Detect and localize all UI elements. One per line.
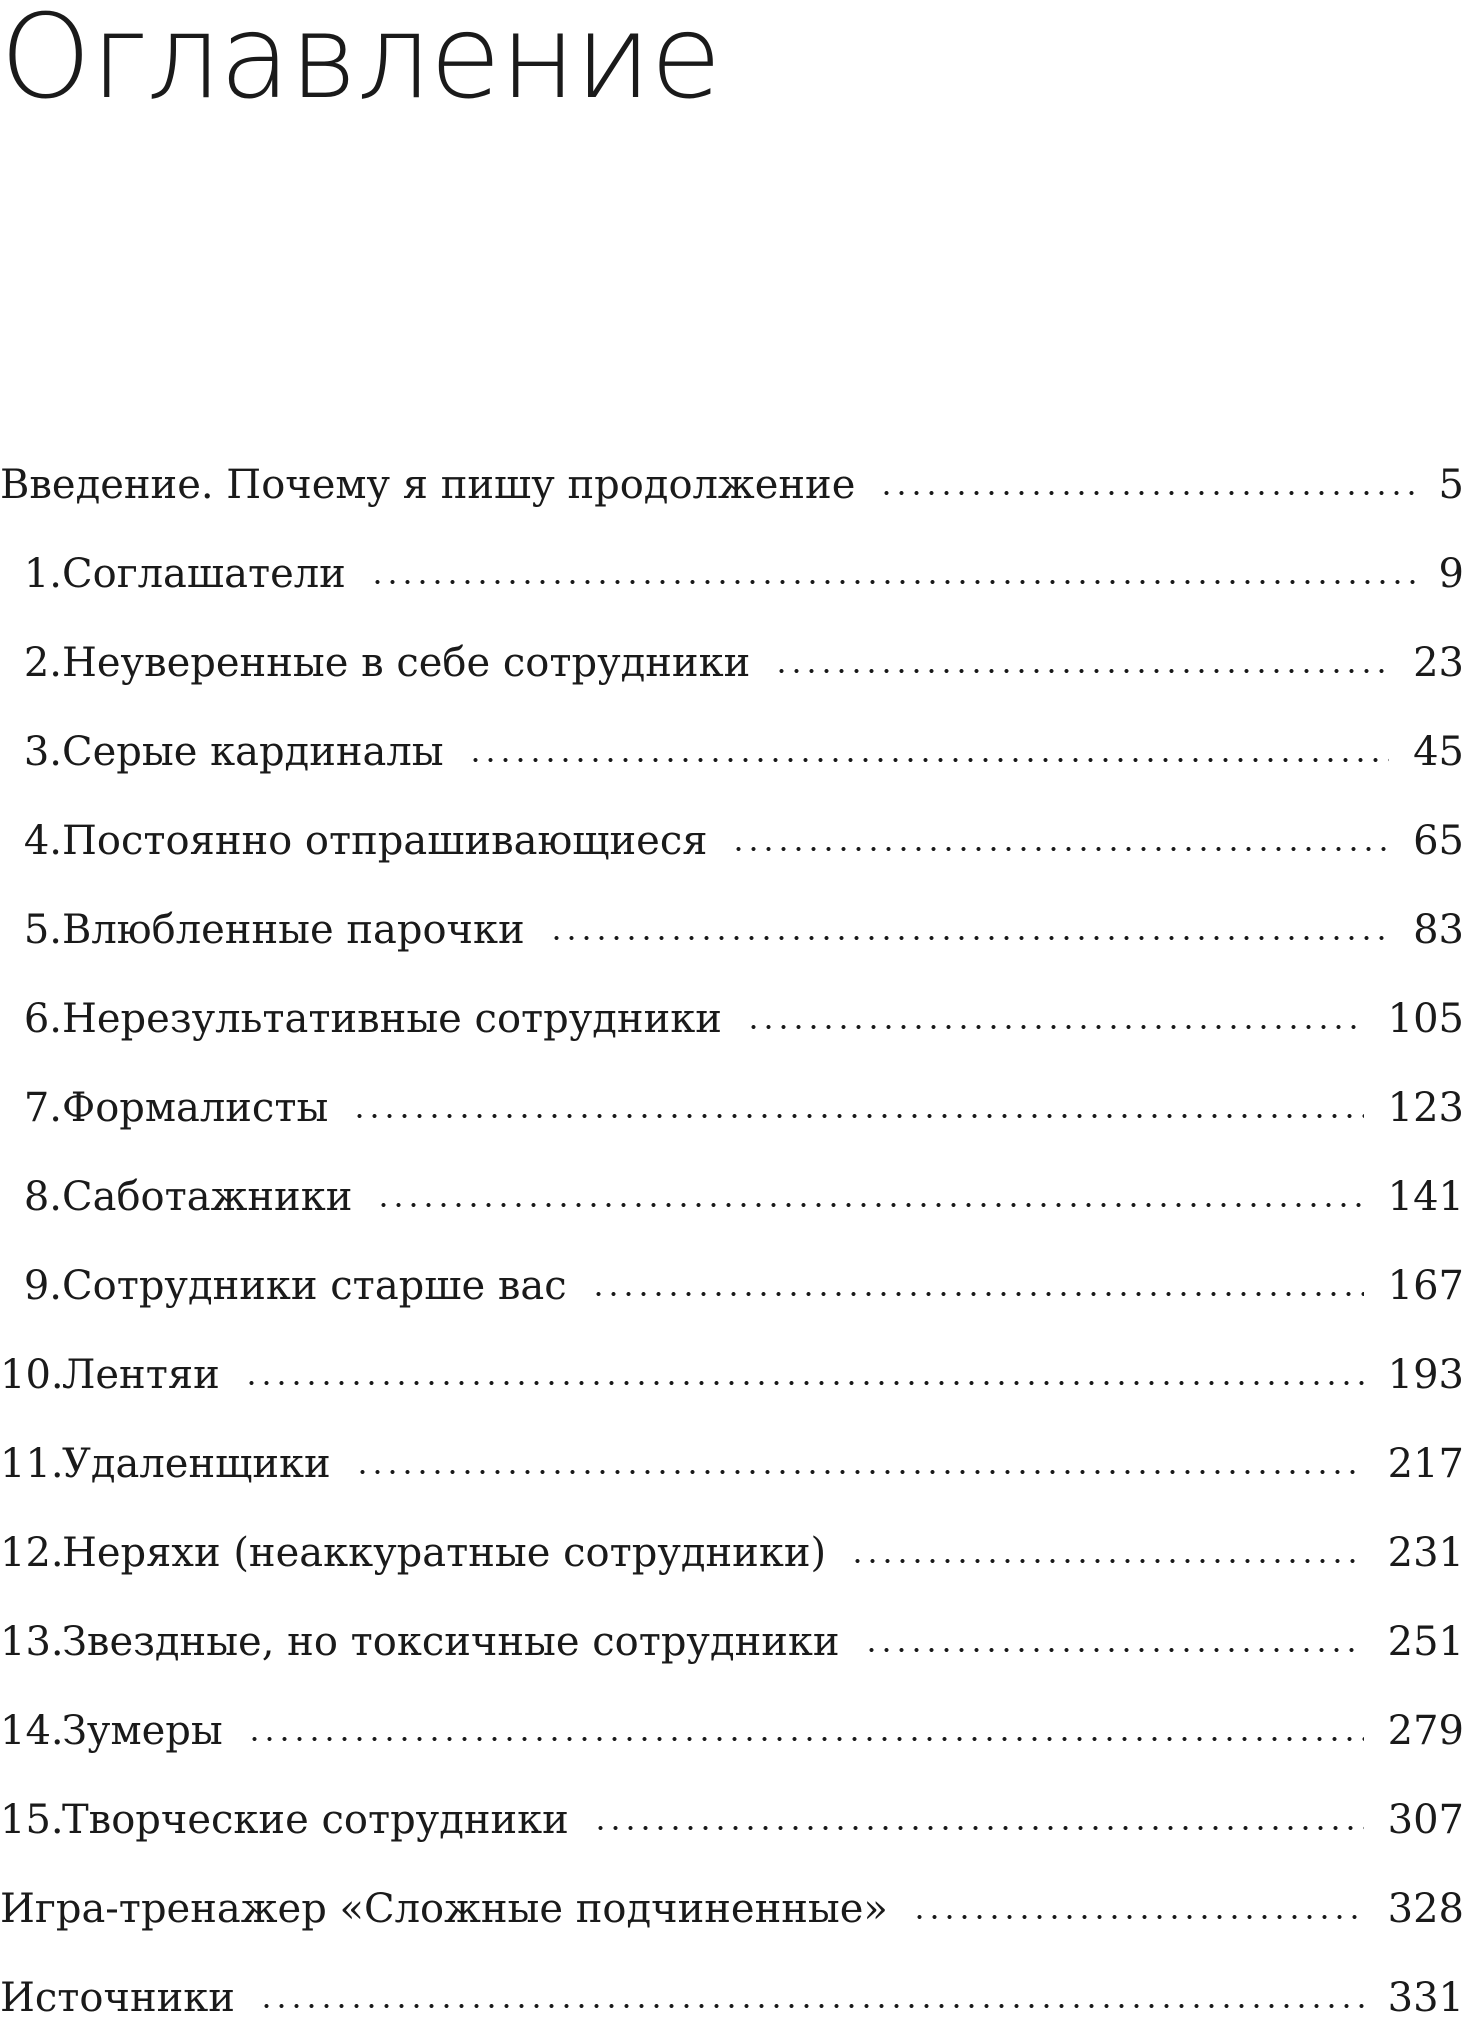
dot-leader <box>591 1291 1364 1297</box>
dot-leader <box>912 1914 1364 1920</box>
toc-entry-game[interactable] <box>0 1864 1464 1953</box>
dot-leader <box>259 2003 1364 2009</box>
toc-entry-page: 279 <box>1387 1707 1464 1754</box>
toc-entry-number: 6. <box>23 995 62 1042</box>
toc-entry-number: 7. <box>23 1084 62 1131</box>
toc-entry-chapter-4[interactable] <box>0 796 1464 885</box>
toc-entry-label: Игра-тренажер «Сложные подчиненные» <box>0 1885 888 1932</box>
toc-entry-page: 83 <box>1413 906 1464 953</box>
dot-leader <box>549 935 1389 941</box>
toc-entry-page: 307 <box>1387 1796 1464 1843</box>
toc-entry-number: 4. <box>23 817 62 864</box>
toc-entry-label: Сотрудники старше вас <box>62 1262 567 1309</box>
toc-entry-chapter-5[interactable] <box>0 885 1464 974</box>
toc-entry-chapter-10[interactable] <box>0 1330 1464 1419</box>
toc-entry-label: Серые кардиналы <box>62 728 444 775</box>
toc-entry-page: 193 <box>1387 1351 1464 1398</box>
toc-entry-page: 23 <box>1413 639 1464 686</box>
toc-entry-chapter-7[interactable] <box>0 1063 1464 1152</box>
toc-entry-chapter-9[interactable] <box>0 1241 1464 1330</box>
toc-entry-label: Лентяи <box>62 1351 220 1398</box>
toc-entry-label: Неуверенные в себе сотрудники <box>62 639 751 686</box>
dot-leader <box>593 1825 1364 1831</box>
toc-entry-label: Введение. Почему я пишу продолжение <box>0 461 856 508</box>
toc-entry-label: Источники <box>0 1974 235 2021</box>
toc-entry-number: 12. <box>0 1529 64 1576</box>
toc-entry-number: 14. <box>0 1707 64 1754</box>
table-of-contents <box>0 440 1464 2042</box>
toc-entry-page: 9 <box>1438 550 1464 597</box>
toc-entry-chapter-11[interactable] <box>0 1419 1464 1508</box>
toc-entry-label: Влюбленные парочки <box>62 906 525 953</box>
toc-entry-chapter-15[interactable] <box>0 1775 1464 1864</box>
toc-entry-number: 10. <box>0 1351 64 1398</box>
dot-leader <box>774 668 1389 674</box>
toc-entry-number: 1. <box>23 550 62 597</box>
toc-entry-page: 331 <box>1387 1974 1464 2021</box>
dot-leader <box>376 1202 1363 1208</box>
toc-entry-page: 65 <box>1413 817 1464 864</box>
toc-entry-chapter-13[interactable] <box>0 1597 1464 1686</box>
toc-entry-number: 2. <box>23 639 62 686</box>
toc-entry-page: 123 <box>1387 1084 1464 1131</box>
toc-entry-label: Саботажники <box>62 1173 353 1220</box>
dot-leader <box>244 1380 1364 1386</box>
toc-entry-chapter-1[interactable] <box>0 529 1464 618</box>
toc-entry-page: 45 <box>1413 728 1464 775</box>
dot-leader <box>731 846 1389 852</box>
toc-entry-chapter-8[interactable] <box>0 1152 1464 1241</box>
page-title: Оглавление <box>0 0 721 125</box>
toc-entry-page: 167 <box>1387 1262 1464 1309</box>
dot-leader <box>879 490 1414 496</box>
toc-entry-label: Творческие сотрудники <box>62 1796 569 1843</box>
dot-leader <box>746 1024 1364 1030</box>
dot-leader <box>850 1558 1364 1564</box>
toc-entry-number: 15. <box>0 1796 64 1843</box>
toc-entry-label: Формалисты <box>62 1084 329 1131</box>
toc-entry-number: 9. <box>23 1262 62 1309</box>
toc-entry-number: 11. <box>0 1440 64 1487</box>
toc-entry-label: Соглашатели <box>62 550 346 597</box>
toc-entry-chapter-6[interactable] <box>0 974 1464 1063</box>
toc-entry-chapter-14[interactable] <box>0 1686 1464 1775</box>
dot-leader <box>355 1469 1364 1475</box>
dot-leader <box>864 1647 1364 1653</box>
toc-entry-page: 5 <box>1438 461 1464 508</box>
toc-entry-label: Зумеры <box>62 1707 223 1754</box>
toc-entry-label: Нерезультативные сотрудники <box>62 995 722 1042</box>
toc-entry-page: 105 <box>1387 995 1464 1042</box>
dot-leader <box>247 1736 1364 1742</box>
toc-entry-page: 328 <box>1387 1885 1464 1932</box>
toc-entry-page: 141 <box>1387 1173 1464 1220</box>
toc-entry-page: 231 <box>1387 1529 1464 1576</box>
toc-entry-intro[interactable] <box>0 440 1464 529</box>
toc-entry-sources[interactable] <box>0 1953 1464 2042</box>
toc-entry-label: Звездные, но токсичные сотрудники <box>62 1618 840 1665</box>
toc-entry-chapter-2[interactable] <box>0 618 1464 707</box>
toc-entry-number: 8. <box>23 1173 62 1220</box>
dot-leader <box>370 579 1415 585</box>
toc-entry-chapter-12[interactable] <box>0 1508 1464 1597</box>
toc-entry-label: Постоянно отпрашивающиеся <box>62 817 708 864</box>
toc-entry-label: Удаленщики <box>62 1440 331 1487</box>
toc-entry-page: 251 <box>1387 1618 1464 1665</box>
toc-entry-page: 217 <box>1387 1440 1464 1487</box>
dot-leader <box>468 757 1389 763</box>
toc-entry-label: Неряхи (неаккуратные сотрудники) <box>62 1529 827 1576</box>
toc-entry-number: 13. <box>0 1618 64 1665</box>
toc-entry-number: 5. <box>23 906 62 953</box>
toc-entry-number: 3. <box>23 728 62 775</box>
toc-entry-chapter-3[interactable] <box>0 707 1464 796</box>
dot-leader <box>352 1113 1363 1119</box>
